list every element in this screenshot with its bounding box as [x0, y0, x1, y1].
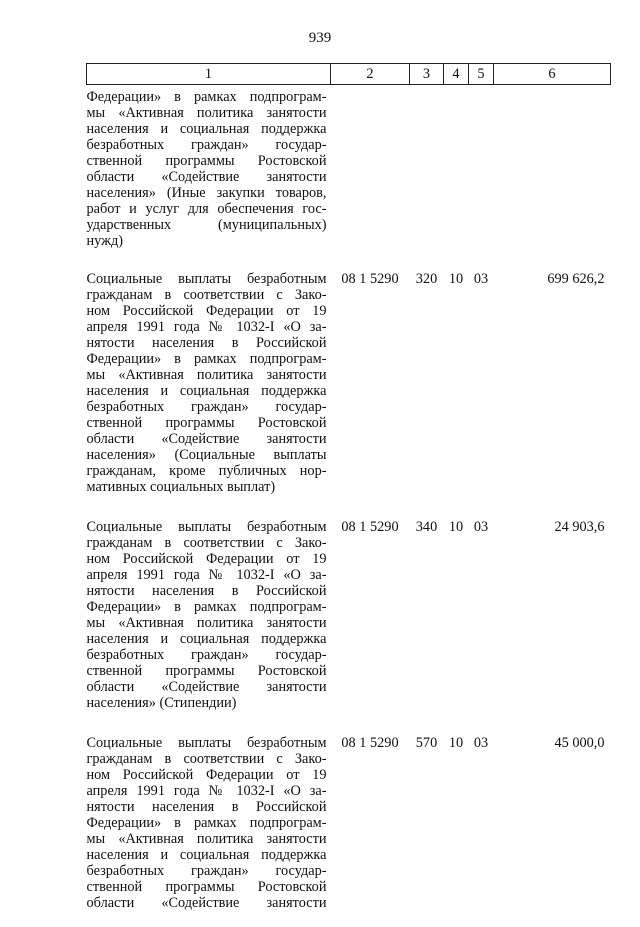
- description-line: безработных граждан» государ-: [86, 137, 327, 153]
- description-line: безработных граждан» государ-: [86, 399, 327, 415]
- row-amount: 699 626,2: [547, 271, 605, 287]
- description-line: области «Содействие занятости: [86, 895, 327, 911]
- description-line: ственной программы Ростовской: [86, 663, 327, 679]
- description-line: гражданам, кроме публичных нор-: [86, 463, 327, 479]
- row-subsection: 03: [473, 519, 489, 535]
- row-expense-type: 320: [415, 271, 438, 287]
- row-description: [87, 727, 331, 927]
- description-line: области «Содействие занятости: [86, 679, 327, 695]
- description-line: мы «Активная политика занятости: [86, 831, 327, 847]
- description-line: работ и услуг для обеспечения гос-: [86, 201, 327, 217]
- description-line: Федерации» в рамках подпрограм-: [86, 815, 327, 831]
- description-line: мы «Активная политика занятости: [86, 367, 327, 383]
- description-line: Социальные выплаты безработным: [86, 519, 327, 535]
- description-line: безработных граждан» государ-: [86, 863, 327, 879]
- description-line: мы «Активная политика занятости: [86, 615, 327, 631]
- table-row: [87, 85, 611, 266]
- row-section: [444, 85, 469, 266]
- row-expense-type: [410, 85, 444, 266]
- description-line: ударственных (муниципальных): [86, 217, 327, 233]
- table-row: [87, 727, 611, 927]
- description-line: гражданам в соответствии с Зако-: [86, 287, 327, 303]
- description-line: ном Российской Федерации от 19: [86, 551, 327, 567]
- description-line: апреля 1991 года № 1032-I «О за-: [86, 319, 327, 335]
- row-amount: [494, 85, 611, 266]
- row-amount: 24 903,6: [554, 519, 605, 535]
- description-line: населения и социальная поддержка: [86, 847, 327, 863]
- header-row: [87, 64, 611, 85]
- row-section: 10: [448, 271, 464, 287]
- description-line: апреля 1991 года № 1032-I «О за-: [86, 783, 327, 799]
- description-line: населения» (Стипендии): [86, 695, 237, 711]
- col-header-5: 5: [469, 64, 494, 85]
- table-row: [87, 265, 611, 511]
- description-line: ственной программы Ростовской: [86, 153, 327, 169]
- description-line: гражданам в соответствии с Зако-: [86, 751, 327, 767]
- row-amount: 45 000,0: [554, 735, 605, 751]
- description-line: Федерации» в рамках подпрограм-: [86, 89, 327, 105]
- col-header-2: 2: [331, 64, 410, 85]
- row-section: 10: [448, 735, 464, 751]
- row-code: 08 1 5290: [341, 519, 399, 535]
- row-section: 10: [448, 519, 464, 535]
- description-line: безработных граждан» государ-: [86, 647, 327, 663]
- description-line: Социальные выплаты безработным: [86, 271, 327, 287]
- description-line: ственной программы Ростовской: [86, 879, 327, 895]
- row-code: 08 1 5290: [341, 735, 399, 751]
- row-description: [87, 511, 331, 727]
- description-line: гражданам в соответствии с Зако-: [86, 535, 327, 551]
- description-line: Федерации» в рамках подпрограм-: [86, 351, 327, 367]
- row-subsection: 03: [473, 735, 489, 751]
- description-line: нужд): [86, 233, 124, 249]
- description-line: населения» (Иные закупки товаров,: [86, 185, 327, 201]
- row-expense-type: 570: [415, 735, 438, 751]
- description-line: апреля 1991 года № 1032-I «О за-: [86, 567, 327, 583]
- description-line: ственной программы Ростовской: [86, 415, 327, 431]
- description-line: мы «Активная политика занятости: [86, 105, 327, 121]
- col-header-4: 4: [444, 64, 469, 85]
- description-line: нятости населения в Российской: [86, 799, 327, 815]
- description-line: мативных социальных выплат): [86, 479, 276, 495]
- table-row: [87, 511, 611, 727]
- description-line: ном Российской Федерации от 19: [86, 303, 327, 319]
- description-line: ном Российской Федерации от 19: [86, 767, 327, 783]
- row-code: [331, 85, 410, 266]
- description-line: нятости населения в Российской: [86, 583, 327, 599]
- description-line: области «Содействие занятости: [86, 431, 327, 447]
- col-header-1: 1: [87, 64, 331, 85]
- description-line: населения» (Социальные выплаты: [86, 447, 327, 463]
- budget-table: [86, 63, 611, 927]
- row-description: [87, 85, 331, 266]
- row-subsection: [469, 85, 494, 266]
- description-line: населения и социальная поддержка: [86, 631, 327, 647]
- row-expense-type: 340: [415, 519, 438, 535]
- row-code: 08 1 5290: [341, 271, 399, 287]
- description-line: нятости населения в Российской: [86, 335, 327, 351]
- description-line: Федерации» в рамках подпрограм-: [86, 599, 327, 615]
- description-line: области «Содействие занятости: [86, 169, 327, 185]
- page-number: 939: [308, 30, 332, 46]
- row-subsection: 03: [473, 271, 489, 287]
- col-header-3: 3: [410, 64, 444, 85]
- col-header-6: 6: [494, 64, 611, 85]
- description-line: населения и социальная поддержка: [86, 121, 327, 137]
- description-line: Социальные выплаты безработным: [86, 735, 327, 751]
- row-description: [87, 265, 331, 511]
- description-line: населения и социальная поддержка: [86, 383, 327, 399]
